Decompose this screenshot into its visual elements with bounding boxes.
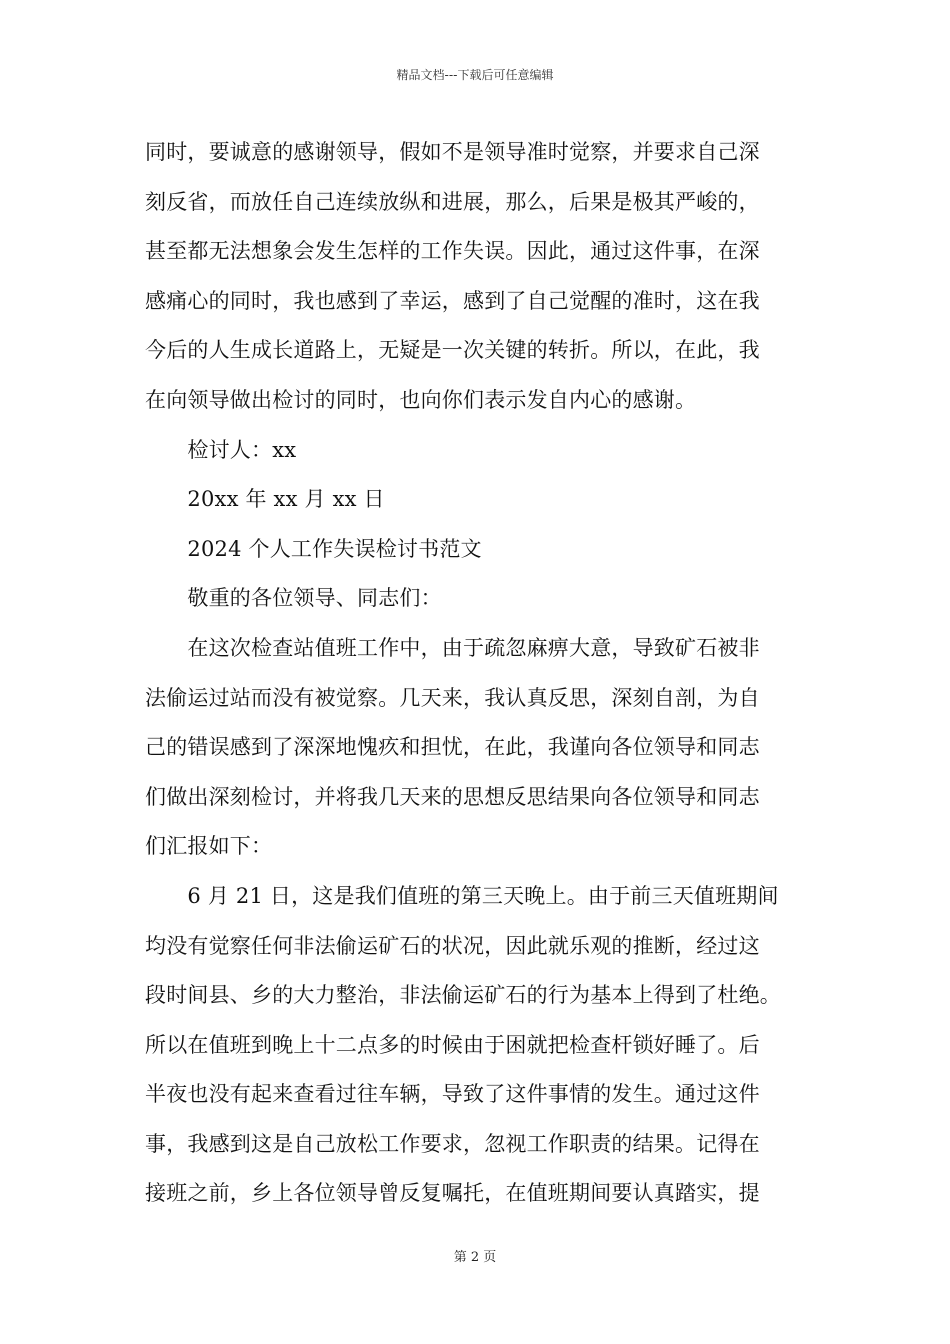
signature-line: 检讨人：xx <box>145 437 297 462</box>
text-line: 半夜也没有起来查看过往车辆，导致了这件事情的发生。通过这件 <box>145 1082 760 1107</box>
text-line: 刻反省，而放任自己连续放纵和进展，那么，后果是极其严峻的， <box>145 189 760 214</box>
text-line: 今后的人生成长道路上，无疑是一次关键的转折。所以，在此，我 <box>145 338 760 363</box>
salutation: 敬重的各位领导、同志们： <box>145 586 442 611</box>
text-line: 段时间县、乡的大力整治，非法偷运矿石的行为基本上得到了杜绝。 <box>145 983 781 1008</box>
text-line: 在向领导做出检讨的同时，也向你们表示发自内心的感谢。 <box>145 387 697 412</box>
page-header: 精品文档---下载后可任意编辑 <box>396 68 554 82</box>
text-line: 6 月 21 日，这是我们值班的第三天晚上。由于前三天值班期间 <box>145 883 779 908</box>
text-line: 们汇报如下： <box>145 834 273 859</box>
text-line: 法偷运过站而没有被觉察。几天来，我认真反思，深刻自剖，为自 <box>145 685 760 710</box>
section-title: 2024 个人工作失误检讨书范文 <box>145 536 482 561</box>
text-line: 甚至都无法想象会发生怎样的工作失误。因此，通过这件事，在深 <box>145 239 760 264</box>
document-body <box>145 132 810 1223</box>
text-line: 己的错误感到了深深地愧疚和担忧，在此，我谨向各位领导和同志 <box>145 735 760 760</box>
text-line: 在这次检查站值班工作中，由于疏忽麻痹大意，导致矿石被非 <box>145 635 760 660</box>
text-line: 所以在值班到晚上十二点多的时候由于困就把检查杆锁好睡了。后 <box>145 1032 760 1057</box>
page-number: 第 2 页 <box>453 1250 497 1265</box>
text-line: 同时，要诚意的感谢领导，假如不是领导准时觉察，并要求自己深 <box>145 140 760 164</box>
date-line: 20xx 年 xx 月 xx 日 <box>145 487 385 512</box>
text-line: 均没有觉察任何非法偷运矿石的状况，因此就乐观的推断，经过这 <box>145 933 760 958</box>
text-line: 事，我感到这是自己放松工作要求，忽视工作职责的结果。记得在 <box>145 1131 760 1156</box>
text-line: 们做出深刻检讨，并将我几天来的思想反思结果向各位领导和同志 <box>145 784 760 809</box>
text-line: 感痛心的同时，我也感到了幸运，感到了自己觉醒的准时，这在我 <box>145 288 760 313</box>
text-line: 接班之前，乡上各位领导曾反复嘱托，在值班期间要认真踏实，提 <box>145 1181 760 1206</box>
